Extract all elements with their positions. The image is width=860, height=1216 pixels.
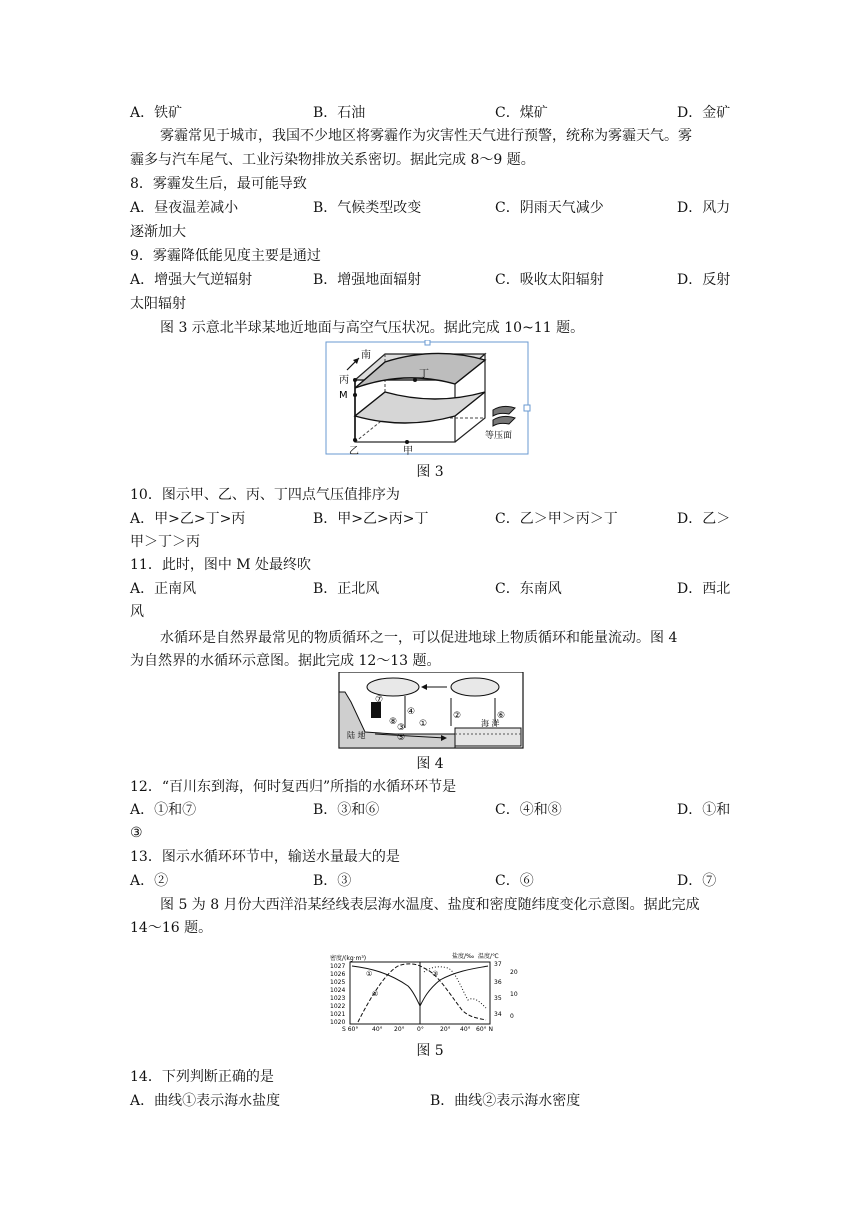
cloud-sea-icon (451, 678, 499, 696)
svg-text:0: 0 (510, 1013, 514, 1020)
q10-option-d-wrap: 甲＞丁＞丙 (130, 534, 200, 550)
q14-stem: 14．下列判断正确的是 (130, 1069, 274, 1085)
label-sea: 海 洋 (481, 719, 500, 728)
haze-intro-line2: 霾多与汽车尾气、工业污染物排放关系密切。据此完成 8～9 题。 (130, 152, 535, 168)
svg-text:1025: 1025 (330, 979, 346, 986)
q9-option-a: A．增强大气逆辐射 (130, 272, 253, 288)
q10-stem: 10．图示甲、乙、丙、丁四点气压值排序为 (130, 487, 400, 503)
svg-text:35: 35 (494, 995, 502, 1002)
fig5-intro-line2: 14～16 题。 (130, 920, 213, 936)
q12-stem: 12．“百川东到海，何时复西归”所指的水循环环节是 (130, 779, 457, 795)
svg-text:⑧: ⑧ (389, 717, 398, 727)
q8-option-a: A．昼夜温差减小 (130, 200, 239, 216)
q10-option-c: C．乙＞甲＞丙＞丁 (495, 511, 618, 527)
q12-option-c: C．④和⑧ (495, 802, 562, 818)
q8-option-b: B．气候类型改变 (313, 200, 422, 216)
svg-text:0°: 0° (417, 1026, 424, 1032)
svg-text:1024: 1024 (330, 987, 346, 994)
label-isobar: 等压面 (485, 431, 513, 441)
figure-3-caption: 图 3 (416, 464, 444, 480)
q11-option-b: B．正北风 (313, 581, 380, 597)
svg-text:②: ② (453, 711, 462, 721)
figure-4-water-cycle (335, 672, 527, 750)
q11-option-a: A．正南风 (130, 581, 197, 597)
q7-option-c: C．煤矿 (495, 105, 548, 121)
svg-text:1023: 1023 (330, 995, 346, 1002)
svg-text:①: ① (366, 970, 373, 978)
q13-option-b: B．③ (313, 873, 352, 889)
q7-option-b: B．石油 (313, 105, 366, 121)
figure-5-caption: 图 5 (416, 1043, 444, 1059)
q7-option-a: A．铁矿 (130, 105, 183, 121)
label-yi: 乙 (349, 446, 359, 457)
svg-text:⑦: ⑦ (375, 695, 384, 705)
q11-option-c: C．东南风 (495, 581, 562, 597)
q9-stem: 9．雾霾降低能见度主要是通过 (130, 248, 321, 264)
figure-3-pressure-diagram (325, 340, 535, 460)
svg-text:37: 37 (494, 961, 502, 968)
svg-text:②: ② (372, 990, 379, 998)
svg-text:1027: 1027 (330, 963, 346, 970)
q12-option-d-wrap: ③ (130, 825, 143, 841)
figure-4-caption: 图 4 (416, 756, 444, 772)
svg-text:36: 36 (494, 979, 502, 986)
q7-option-d: D．金矿 (677, 105, 731, 121)
svg-text:④: ④ (407, 707, 416, 717)
svg-text:20: 20 (510, 969, 518, 976)
q10-option-d: D．乙＞ (677, 511, 731, 527)
q8-option-c: C．阴雨天气减少 (495, 200, 604, 216)
q8-option-d-wrap: 逐渐加大 (130, 224, 186, 240)
q8-stem: 8．雾霾发生后，最可能导致 (130, 176, 307, 192)
q12-option-b: B．③和⑥ (313, 802, 380, 818)
label-jia: 甲 (403, 446, 413, 457)
fig3-intro: 图 3 示意北半球某地近地面与高空气压状况。据此完成 10~11 题。 (160, 320, 585, 336)
svg-text:1026: 1026 (330, 971, 346, 978)
label-m: M (339, 390, 348, 401)
label-south: 南 (361, 350, 371, 361)
q12-option-d: D．①和 (677, 802, 731, 818)
svg-text:1021: 1021 (330, 1011, 346, 1018)
q10-option-b: B．甲>乙>丙>丁 (313, 511, 429, 527)
haze-intro-line1: 雾霾常见于城市，我国不少地区将雾霾作为灾害性天气进行预警，统称为雾霾天气。雾 (160, 128, 692, 144)
q9-option-d-wrap: 太阳辐射 (130, 296, 186, 312)
q13-option-d: D．⑦ (677, 873, 717, 889)
temp-axis-label: 温度/℃ (478, 953, 499, 960)
svg-text:40°: 40° (372, 1026, 383, 1032)
q10-option-a: A．甲>乙>丁>丙 (130, 511, 246, 527)
svg-text:⑥: ⑥ (497, 711, 506, 721)
figure-5-ocean-chart (328, 952, 528, 1032)
q9-option-c: C．吸收太阳辐射 (495, 272, 604, 288)
q13-option-a: A．② (130, 873, 169, 889)
svg-text:40°: 40° (460, 1026, 471, 1032)
label-ding: 丁 (419, 369, 429, 380)
label-land: 陆 地 (347, 731, 366, 740)
svg-text:20°: 20° (440, 1026, 451, 1032)
salinity-axis-label: 盐度/‰ (452, 953, 475, 960)
q14-option-b: B．曲线②表示海水密度 (430, 1093, 581, 1109)
label-bing: 丙 (339, 375, 349, 386)
svg-text:③: ③ (432, 970, 439, 978)
q9-option-d: D．反射 (677, 272, 731, 288)
q14-option-a: A．曲线①表示海水盐度 (130, 1093, 281, 1109)
svg-text:1020: 1020 (330, 1019, 346, 1026)
cloud-land-icon (367, 678, 419, 696)
q13-option-c: C．⑥ (495, 873, 534, 889)
svg-text:⑤: ⑤ (397, 733, 406, 743)
svg-text:34: 34 (494, 1011, 502, 1018)
water-intro-line1: 水循环是自然界最常见的物质循环之一，可以促进地球上物质循环和能量流动。图 4 (160, 630, 678, 646)
density-axis-label: 密度/(kg·m³) (330, 955, 367, 962)
q9-option-b: B．增强地面辐射 (313, 272, 422, 288)
svg-text:S 60°: S 60° (342, 1026, 359, 1032)
q13-stem: 13．图示水循环环节中，输送水量最大的是 (130, 849, 400, 865)
q8-option-d: D．风力 (677, 200, 731, 216)
svg-text:60° N: 60° N (476, 1026, 494, 1032)
q11-stem: 11．此时，图中 M 处最终吹 (130, 557, 312, 573)
q12-option-a: A．①和⑦ (130, 802, 197, 818)
fig5-intro-line1: 图 5 为 8 月份大西洋沿某经线表层海水温度、盐度和密度随纬度变化示意图。据此完成 (160, 897, 700, 913)
q11-option-d: D．西北 (677, 581, 731, 597)
svg-text:③: ③ (397, 723, 406, 733)
svg-text:1022: 1022 (330, 1003, 346, 1010)
q11-option-d-wrap: 风 (130, 604, 144, 620)
svg-text:①: ① (419, 719, 428, 729)
svg-text:20°: 20° (394, 1026, 405, 1032)
svg-text:10: 10 (510, 991, 518, 998)
water-intro-line2: 为自然界的水循环示意图。据此完成 12～13 题。 (130, 653, 441, 669)
isobar-legend-icon (493, 406, 515, 416)
